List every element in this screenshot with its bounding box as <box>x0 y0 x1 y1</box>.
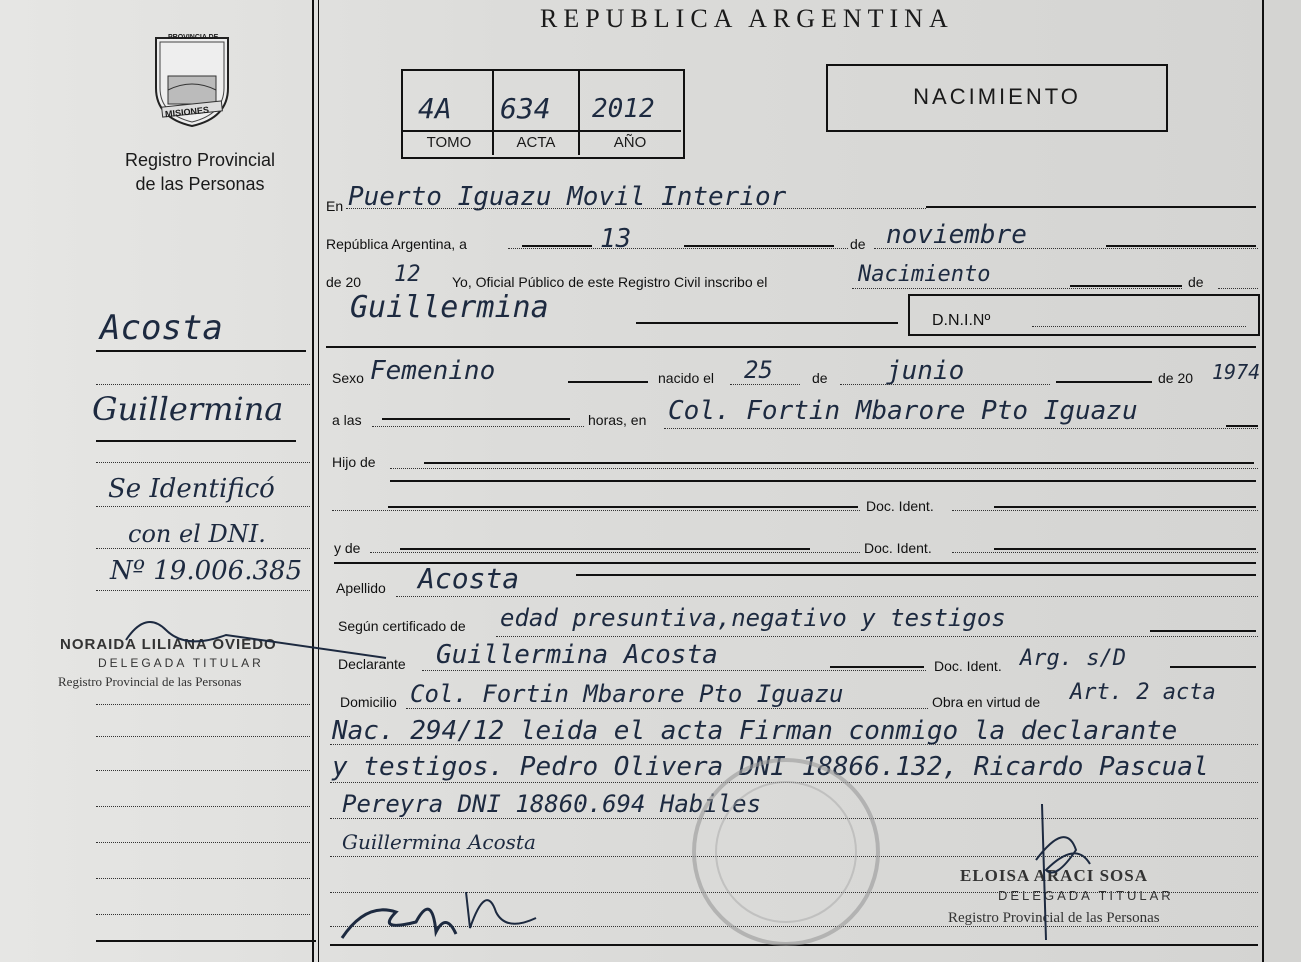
seal-text-bottom: MISIONES <box>164 104 210 120</box>
domicilio-label: Domicilio <box>340 694 397 710</box>
republica-label: República Argentina, a <box>326 236 467 252</box>
text-line4: Guillermina Acosta <box>342 830 536 854</box>
ano-label: AÑO <box>613 134 647 151</box>
tomo-value: 4A <box>418 92 452 125</box>
obra-label: Obra en virtud de <box>932 694 1041 710</box>
domicilio-value: Col. Fortin Mbarore Pto Iguazu <box>410 680 844 708</box>
seal-text-top: PROVINCIA DE <box>168 34 219 41</box>
dni-label: D.N.I.Nº <box>932 312 991 329</box>
margin-rule-inner <box>318 0 319 962</box>
year-value: 12 <box>394 262 421 287</box>
yde-label: y de <box>334 540 361 556</box>
place-value: Col. Fortin Mbarore Pto Iguazu <box>668 396 1138 426</box>
de20-label: de 20 <box>326 274 362 290</box>
official-name: ELOISA ARACI SOSA <box>960 866 1149 885</box>
tomo-label: TOMO <box>426 134 472 151</box>
text-line3: Pereyra DNI 18860.694 Habiles <box>342 790 762 818</box>
alas-label: a las <box>332 412 362 428</box>
hijo-label: Hijo de <box>332 454 376 470</box>
declarante-value: Guillermina Acosta <box>436 640 718 670</box>
margin-note-line2: con el DNI. <box>128 520 266 548</box>
text-line1: Nac. 294/12 leida el acta Firman conmigo la declarante <box>332 716 1178 746</box>
margin-given-name: Guillermina <box>92 390 284 428</box>
de-label3: de <box>812 370 828 386</box>
official-signature <box>1006 800 1126 950</box>
doc-ident-label2: Doc. Ident. <box>864 540 932 556</box>
margin-stamp-org: Registro Provincial de las Personas <box>58 674 242 689</box>
declarante-label: Declarante <box>338 656 406 672</box>
margin-stamp-name: NORAIDA LILIANA OVIEDO <box>60 636 277 653</box>
text-line2: y testigos. Pedro Olivera DNI 18866.132, Ricardo Pascual <box>332 752 1209 782</box>
margin-rule <box>312 0 314 962</box>
official-org: Registro Provincial de las Personas <box>948 910 1160 926</box>
nacido-label: nacido el <box>658 370 715 386</box>
segun-value: edad presuntiva,negativo y testigos <box>500 604 1006 632</box>
en-value: Puerto Iguazu Movil Interior <box>348 182 787 212</box>
country-title: REPUBLICA ARGENTINA <box>540 4 954 33</box>
inscribo-value: Nacimiento <box>858 262 991 287</box>
registry-name-line1: Registro Provincial <box>124 150 276 170</box>
birth-year: 1974 <box>1212 360 1261 384</box>
sexo-value: Femenino <box>370 356 496 386</box>
apellido-label: Apellido <box>336 580 386 596</box>
birth-day: 25 <box>744 356 773 384</box>
sexo-label: Sexo <box>332 370 364 386</box>
margin-surname: Acosta <box>100 308 223 348</box>
right-rule <box>1262 0 1264 962</box>
registry-name-line2: de las Personas <box>135 174 265 194</box>
name-value: Guillermina <box>350 290 549 325</box>
doc-ident-label: Doc. Ident. <box>866 498 934 514</box>
horas-label: horas, en <box>588 412 647 428</box>
de-label2: de <box>1188 274 1204 290</box>
birth-month: junio <box>886 356 965 386</box>
act-type-title: NACIMIENTO <box>913 84 1081 109</box>
official-seal <box>686 752 886 952</box>
ano-value: 2012 <box>592 94 655 124</box>
de20-label2: de 20 <box>1158 370 1194 386</box>
doc-ident-label3: Doc. Ident. <box>934 658 1002 674</box>
official-role: DELEGADA TITULAR <box>998 888 1174 903</box>
en-label: En <box>326 198 344 214</box>
obra-value: Art. 2 acta <box>1070 680 1216 705</box>
yo-label: Yo, Oficial Público de este Registro Civil inscribo el <box>452 274 768 290</box>
acta-label: ACTA <box>516 134 556 151</box>
declarante-doc: Arg. s/D <box>1020 646 1126 671</box>
apellido-value: Acosta <box>418 562 520 595</box>
witness-signatures <box>336 872 566 952</box>
acta-value: 634 <box>500 92 551 125</box>
month-value: noviembre <box>886 220 1027 250</box>
margin-note-line1: Se Identificó <box>108 474 275 504</box>
de-label: de <box>850 236 866 252</box>
segun-label: Según certificado de <box>338 618 466 634</box>
day-value: 13 <box>600 224 632 254</box>
margin-stamp-role: DELEGADA TITULAR <box>98 656 264 670</box>
margin-note-line3: Nº 19.006.385 <box>110 556 303 586</box>
